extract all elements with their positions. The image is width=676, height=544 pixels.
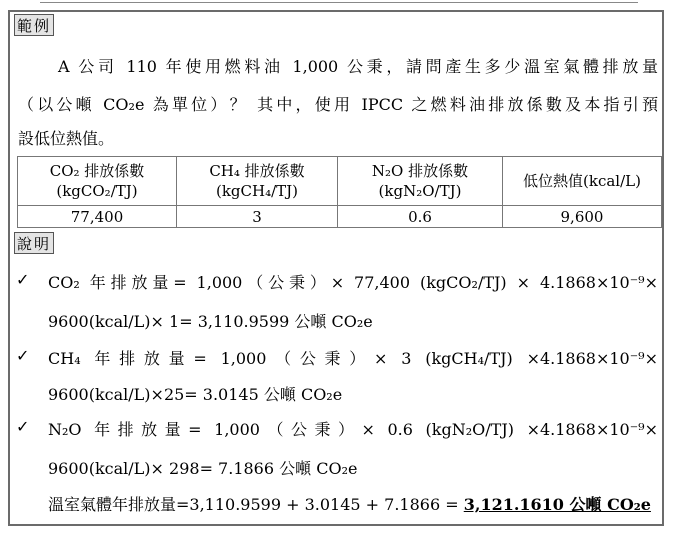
header-ncv	[503, 157, 662, 206]
example-frame	[8, 10, 664, 526]
total-value: 3,121.1610 公噸 CO₂e	[463, 495, 651, 514]
question-line-3: 設低位熱值。	[18, 129, 115, 148]
header-co2-title: CO₂ 排放係數	[49, 162, 145, 180]
calc-ch4-line-1: CH₄ 年排放量= 1,000（公秉）× 3 (kgCH₄/TJ) ×4.1868×10⁻⁹×	[48, 349, 658, 368]
question-line-1: A 公司 110 年使用燃料油 1,000 公秉，請問產生多少溫室氣體排放量	[58, 57, 658, 76]
explanation-label: 說明	[14, 232, 54, 254]
calc-co2-line-2: 9600(kcal/L)× 1= 3,110.9599 公噸 CO₂e	[48, 312, 373, 331]
example-label: 範例	[14, 14, 54, 36]
calc-n2o-line-2: 9600(kcal/L)× 298= 7.1866 公噸 CO₂e	[48, 459, 358, 478]
header-ncv-title: 低位熱值(kcal/L)	[523, 172, 641, 190]
emission-factor-table	[17, 156, 662, 228]
total-line	[48, 492, 651, 515]
calc-ch4-line-2: 9600(kcal/L)×25= 3.0145 公噸 CO₂e	[48, 385, 343, 404]
header-co2	[18, 157, 177, 206]
header-n2o-title: N₂O 排放係數	[371, 162, 469, 180]
value-n2o: 0.6	[338, 206, 503, 228]
top-rule	[40, 2, 638, 3]
total-formula: 溫室氣體年排放量=3,110.9599 + 3.0145 + 7.1866 =	[48, 495, 459, 514]
check-mark-icon: ✓	[16, 270, 30, 289]
table-header-row	[18, 157, 662, 206]
calc-co2-line-1: CO₂ 年排放量= 1,000（公秉）× 77,400 (kgCO₂/TJ) × 4.1868×10⁻⁹×	[48, 273, 658, 292]
table-row	[18, 206, 662, 228]
value-ncv: 9,600	[503, 206, 662, 228]
header-ch4-title: CH₄ 排放係數	[209, 162, 305, 180]
header-n2o-unit: (kgN₂O/TJ)	[378, 182, 462, 200]
header-ch4	[177, 157, 338, 206]
header-ch4-unit: (kgCH₄/TJ)	[215, 182, 299, 200]
check-mark-icon: ✓	[16, 417, 30, 436]
calc-n2o-line-1: N₂O 年排放量= 1,000（公秉）× 0.6 (kgN₂O/TJ) ×4.1868×10⁻⁹×	[48, 420, 658, 439]
header-co2-unit: (kgCO₂/TJ)	[56, 182, 138, 200]
question-line-2: （以公噸 CO₂e 為單位）？ 其中，使用 IPCC 之燃料油排放係數及本指引預	[18, 95, 658, 114]
value-co2: 77,400	[18, 206, 177, 228]
header-n2o	[338, 157, 503, 206]
value-ch4: 3	[177, 206, 338, 228]
check-mark-icon: ✓	[16, 346, 30, 365]
